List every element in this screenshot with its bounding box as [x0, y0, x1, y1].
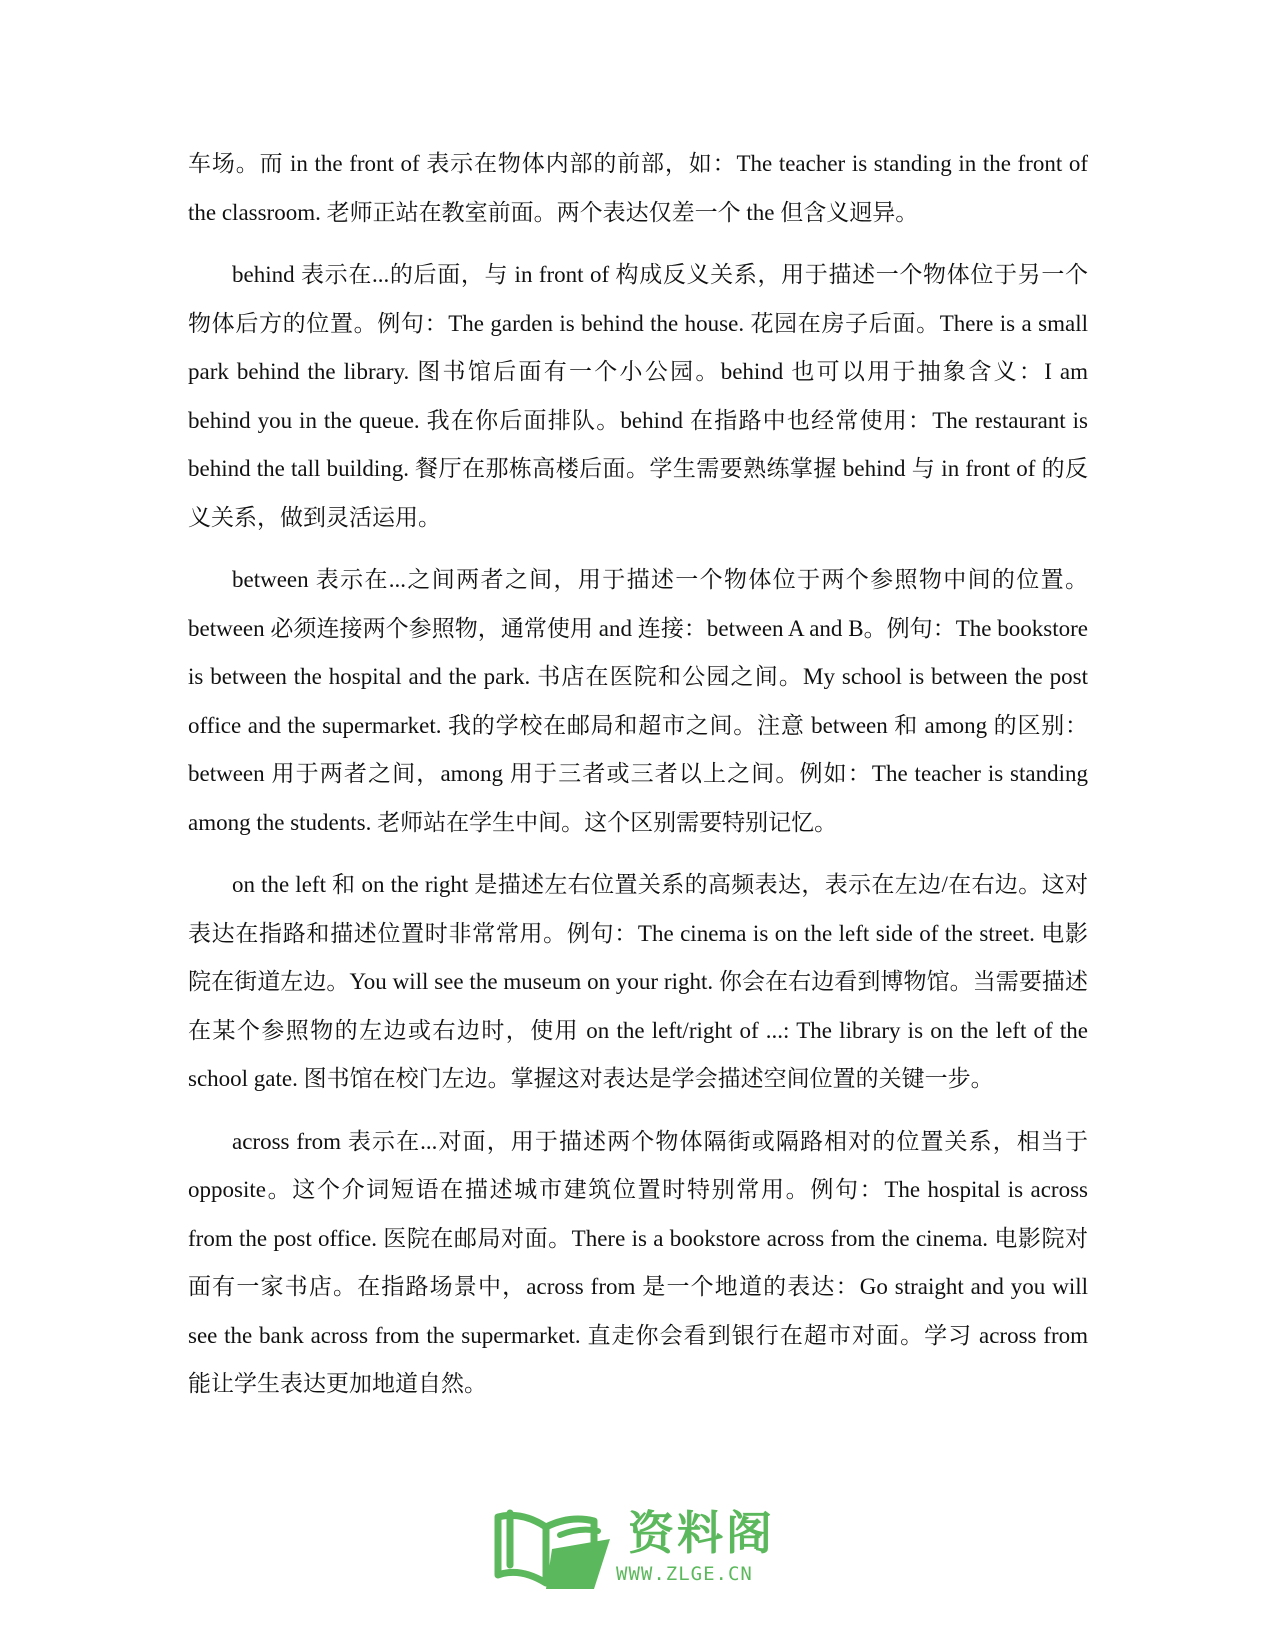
paragraph-front-of: 车场。而 in the front of 表示在物体内部的前部，如：The teacher is standing in the front of the classroom. 老师正站在教室前面。两个表达仅差一个 the 但含义迥异。	[188, 151, 1088, 225]
watermark-title: 资料阁	[628, 1506, 775, 1560]
paragraph-across-from: across from 表示在...对面，用于描述两个物体隔街或隔路相对的位置关系，相当于 opposite。这个介词短语在描述城市建筑位置时特别常用。例句：The hospital is across from the post office. 医院在邮局对面。There is a bookstore across from the cinema. 电影院对面有一家书店。在指路场景中，across from 是一个地道的表达：Go straight and you will see the bank across from the supermarket. 直走你会看到银行在超市对面。学习 across from 能让学生表达更加地道自然。	[188, 1128, 1088, 1396]
paragraph-behind: behind 表示在...的后面，与 in front of 构成反义关系，用于描述一个物体位于另一个物体后方的位置。例句：The garden is behind the house. 花园在房子后面。There is a small park behind the library. 图书馆后面有一个小公园。behind 也可以用于抽象含义：I am behind you in the queue. 我在你后面排队。behind 在指路中也经常使用：The restaurant is behind the tall building. 餐厅在那栋高楼后面。学生需要熟练掌握 behind 与 in front of 的反义关系，做到灵活运用。	[188, 262, 1088, 530]
watermark-logo	[490, 1505, 790, 1595]
paragraph-left-right: on the left 和 on the right 是描述左右位置关系的高频表达，表示在左边/在右边。这对表达在指路和描述位置时非常常用。例句：The cinema is on the left side of the street. 电影院在街道左边。You will see the museum on your right. 你会在右边看到博物馆。当需要描述在某个参照物的左边或右边时，使用 on the left/right of ...: The library is on the left of the school gate. 图书馆在校门左边。掌握这对表达是学会描述空间位置的关键一步。	[188, 872, 1088, 1091]
watermark-url: WWW.ZLGE.CN	[616, 1563, 753, 1585]
paragraph-between: between 表示在...之间两者之间，用于描述一个物体位于两个参照物中间的位置。between 必须连接两个参照物，通常使用 and 连接：between A and B。例句：The bookstore is between the hospital and the park. 书店在医院和公园之间。My school is between the post office and the supermarket. 我的学校在邮局和超市之间。注意 between 和 among 的区别：between 用于两者之间，among 用于三者或三者以上之间。例如：The teacher is standing among the students. 老师站在学生中间。这个区别需要特别记忆。	[188, 567, 1088, 835]
document-body	[188, 140, 1088, 1423]
open-book-icon	[490, 1505, 620, 1591]
